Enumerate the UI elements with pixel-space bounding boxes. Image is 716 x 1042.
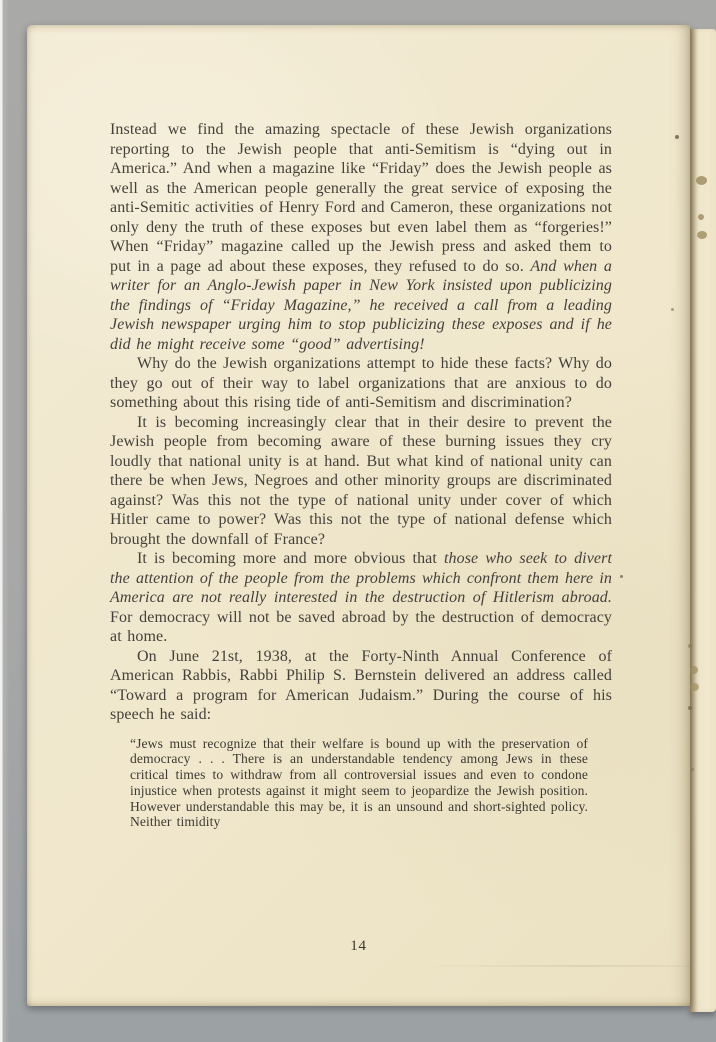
stain	[698, 214, 704, 220]
scanner-bed-edge	[0, 0, 9, 1042]
body-paragraph: It is becoming more and more obvious that those who seek to divert the attention of the people from the problems which confront them here in America are not really interested in the destruction of Hitlerism abroad. For democracy will not be saved abroad by the destruction of democracy at home.	[110, 550, 612, 645]
stain	[696, 176, 707, 185]
stain	[688, 644, 692, 648]
text-block	[110, 120, 612, 830]
block-quote: “Jews must recognize that their welfare is bound up with the preservation of democracy . . . There is an understandable tendency among Jews in these critical times to withdraw from all controversial issues and even to condone injustice when protests against it might seem to jeopardize the Jewish position. However understandable this may be, it is an unsound and short-sighted policy. Neither timidity	[130, 735, 588, 830]
body-paragraph: It is becoming increasingly clear that in their desire to prevent the Jewish people from becoming aware of these burning issues they cry loudly that national unity is at hand. But what kind of national unity can there be when Jews, Negroes and other minority groups are discriminated against? Was this not the type of national unity under cover of which Hitler came to power? Was this not the type of national defense which brought the downfall of France?	[110, 413, 612, 548]
body-paragraph: Instead we find the amazing spectacle of these Jewish organizations reporting to the Jewish people that anti-Semitism is “dying out in America.” And when a magazine like “Friday” does the Jewish people as well as the American people generally the great service of exposing the anti-Semitic activities of Henry Ford and Cameron, these organizations not only deny the truth of these exposes but even label them as “forgeries!” When “Friday” magazine called up the Jewish press and asked them to put in a page ad about these exposes, they refused to do so. And when a writer for an Anglo-Jewish paper in New York insisted upon publicizing the findings of “Friday Magazine,” he received a call from a leading Jewish newspaper urging him to stop publicizing these exposes and if he did he might receive some “good” advertising!	[110, 121, 612, 353]
stain	[690, 666, 698, 674]
stain	[671, 308, 674, 311]
stain	[697, 231, 707, 239]
stain	[690, 683, 699, 691]
stain	[620, 575, 623, 578]
book-page	[27, 25, 690, 1006]
paper-crease	[420, 965, 690, 967]
stain	[688, 706, 692, 710]
stain	[675, 135, 679, 139]
stain	[691, 768, 694, 771]
page-number: 14	[350, 938, 367, 954]
body-paragraph: Why do the Jewish organizations attempt to hide these facts? Why do they go out of their way to label organizations that are anxious to do something about this rising tide of anti-Semitism and discrimination?	[110, 355, 612, 411]
body-paragraph: On June 21st, 1938, at the Forty-Ninth Annual Conference of American Rabbis, Rabbi Philip S. Bernstein delivered an address called “Toward a program for American Judaism.” During the course of his speech he said:	[110, 647, 612, 723]
